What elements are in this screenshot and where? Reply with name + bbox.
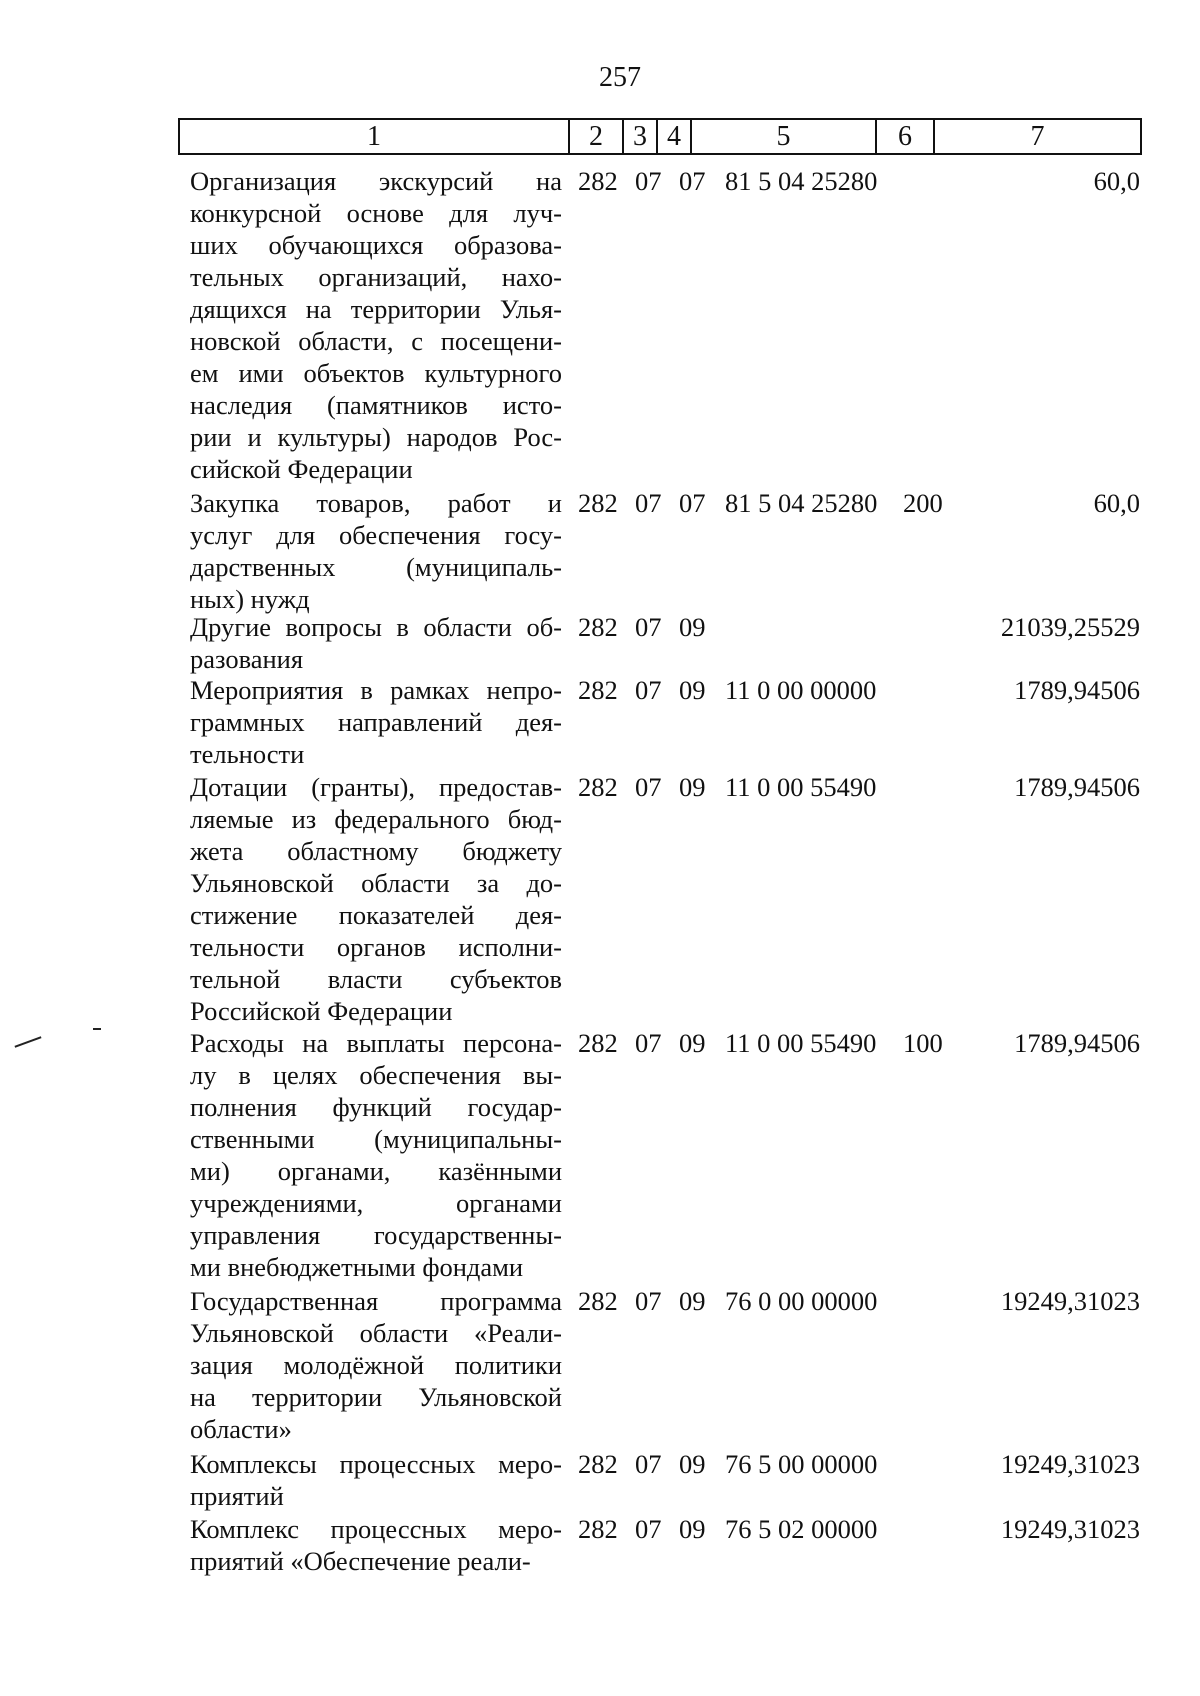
cell-c5: 81 5 04 25280 (725, 488, 878, 518)
description-line: ляемые из федерального бюд- (190, 804, 562, 834)
cell-c5: 11 0 00 55490 (725, 772, 877, 802)
page-number: 257 (599, 62, 641, 93)
cell-c3: 07 (635, 772, 662, 802)
cell-c7: 1789,94506 (1014, 1028, 1140, 1058)
column-header-1: 1 (179, 119, 569, 154)
cell-c7: 21039,25529 (1000, 612, 1140, 642)
cell-c4: 07 (679, 488, 706, 518)
description-line: тельной власти субъектов (190, 964, 562, 994)
cell-c5: 76 0 00 00000 (725, 1286, 878, 1316)
description-line: тельности (190, 739, 305, 769)
description-line: Комплексы процессных меро- (190, 1449, 562, 1479)
cell-c2: 282 (578, 166, 618, 196)
description-line: управления государственны- (190, 1220, 562, 1250)
column-header-7: 7 (934, 119, 1141, 154)
cell-c5: 11 0 00 55490 (725, 1028, 877, 1058)
cell-c2: 282 (578, 1514, 618, 1544)
cell-c4: 09 (679, 1286, 706, 1316)
description-line: зация молодёжной политики (190, 1350, 562, 1380)
row-description (190, 674, 562, 770)
cell-c5: 81 5 04 25280 (725, 166, 878, 196)
cell-c4: 07 (679, 166, 706, 196)
description-line: граммных направлений дея- (190, 707, 562, 737)
cell-c2: 282 (578, 772, 618, 802)
description-line: Мероприятия в рамках непро- (190, 675, 562, 705)
cell-c7: 60,0 (1093, 166, 1140, 196)
cell-c7: 19249,31023 (1000, 1449, 1140, 1479)
column-header-2: 2 (569, 119, 623, 154)
description-line: Закупка товаров, работ и (190, 488, 562, 518)
description-line: дящихся на территории Улья- (190, 294, 562, 324)
description-line: приятий «Обеспечение реали- (190, 1546, 531, 1576)
description-line: Организация экскурсий на (190, 166, 562, 196)
scan-mark (93, 1028, 101, 1030)
cell-c5: 76 5 00 00000 (725, 1449, 878, 1479)
description-line: рии и культуры) народов Рос- (190, 422, 562, 452)
description-line: ственными (муниципальны- (190, 1124, 562, 1154)
description-line: тельных организаций, нахо- (190, 262, 562, 292)
description-line: учреждениями, органами (190, 1188, 562, 1218)
cell-c2: 282 (578, 1028, 618, 1058)
description-line: ных) нужд (190, 584, 310, 614)
scan-mark (15, 1036, 42, 1047)
column-header-5: 5 (691, 119, 876, 154)
cell-c7: 19249,31023 (1000, 1286, 1140, 1316)
cell-c4: 09 (679, 612, 706, 642)
cell-c6: 200 (903, 488, 943, 518)
cell-c2: 282 (578, 675, 618, 705)
description-line: стижение показателей дея- (190, 900, 562, 930)
cell-c4: 09 (679, 1028, 706, 1058)
description-line: тельности органов исполни- (190, 932, 562, 962)
description-line: ми) органами, казёнными (190, 1156, 562, 1186)
row-description (190, 487, 562, 615)
cell-c7: 1789,94506 (1014, 675, 1140, 705)
description-line: наследия (памятников исто- (190, 390, 562, 420)
row-description (190, 771, 562, 1027)
cell-c7: 19249,31023 (1000, 1514, 1140, 1544)
cell-c2: 282 (578, 612, 618, 642)
row-description (190, 165, 562, 485)
cell-c6: 100 (903, 1028, 943, 1058)
row-description (190, 611, 562, 675)
description-line: приятий (190, 1481, 284, 1511)
description-line: услуг для обеспечения госу- (190, 520, 562, 550)
description-line: Ульяновской области «Реали- (190, 1318, 562, 1348)
column-header-3: 3 (623, 119, 657, 154)
description-line: Государственная программа (190, 1286, 562, 1316)
cell-c4: 09 (679, 772, 706, 802)
description-line: полнения функций государ- (190, 1092, 562, 1122)
row-description (190, 1513, 562, 1577)
cell-c3: 07 (635, 166, 662, 196)
cell-c4: 09 (679, 1449, 706, 1479)
cell-c3: 07 (635, 1514, 662, 1544)
cell-c2: 282 (578, 488, 618, 518)
description-line: жета областному бюджету (190, 836, 562, 866)
description-line: дарственных (муниципаль- (190, 552, 562, 582)
description-line: лу в целях обеспечения вы- (190, 1060, 562, 1090)
cell-c5: 11 0 00 00000 (725, 675, 877, 705)
cell-c3: 07 (635, 612, 662, 642)
cell-c3: 07 (635, 675, 662, 705)
description-line: конкурсной основе для луч- (190, 198, 562, 228)
cell-c3: 07 (635, 1286, 662, 1316)
description-line: области» (190, 1414, 292, 1444)
cell-c3: 07 (635, 488, 662, 518)
description-line: ем ими объектов культурного (190, 358, 562, 388)
column-header-4: 4 (657, 119, 691, 154)
cell-c2: 282 (578, 1286, 618, 1316)
cell-c3: 07 (635, 1449, 662, 1479)
description-line: сийской Федерации (190, 454, 413, 484)
cell-c7: 60,0 (1093, 488, 1140, 518)
column-header-table (178, 118, 1142, 155)
description-line: новской области, с посещени- (190, 326, 562, 356)
description-line: Ульяновской области за до- (190, 868, 562, 898)
cell-c3: 07 (635, 1028, 662, 1058)
column-header-6: 6 (876, 119, 934, 154)
row-description (190, 1027, 562, 1283)
description-line: Дотации (гранты), предостав- (190, 772, 562, 802)
description-line: Российской Федерации (190, 996, 453, 1026)
cell-c4: 09 (679, 1514, 706, 1544)
cell-c7: 1789,94506 (1014, 772, 1140, 802)
description-line: разования (190, 644, 304, 674)
cell-c5: 76 5 02 00000 (725, 1514, 878, 1544)
row-description (190, 1448, 562, 1512)
row-description (190, 1285, 562, 1445)
cell-c4: 09 (679, 675, 706, 705)
description-line: на территории Ульяновской (190, 1382, 562, 1412)
description-line: ших обучающихся образова- (190, 230, 562, 260)
description-line: Расходы на выплаты персона- (190, 1028, 562, 1058)
cell-c2: 282 (578, 1449, 618, 1479)
description-line: Другие вопросы в области об- (190, 612, 562, 642)
description-line: ми внебюджетными фондами (190, 1252, 524, 1282)
description-line: Комплекс процессных меро- (190, 1514, 562, 1544)
